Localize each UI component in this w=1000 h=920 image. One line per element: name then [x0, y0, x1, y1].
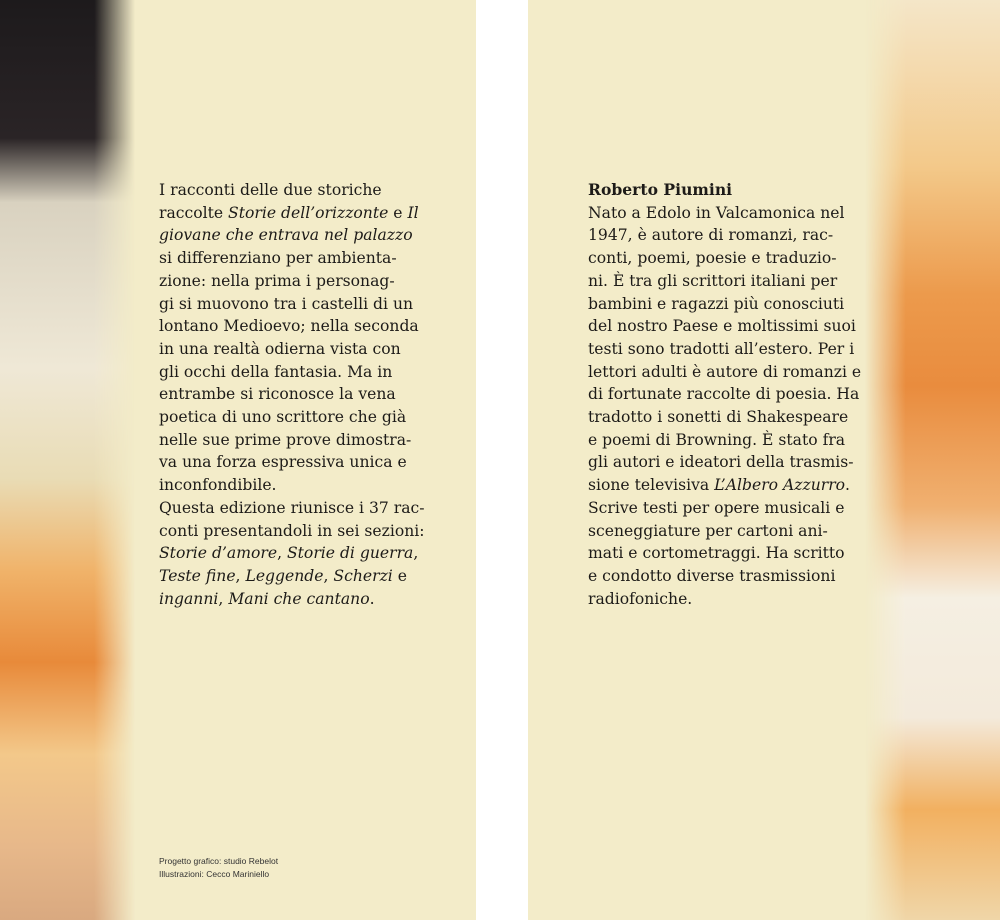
text-line — [588, 338, 861, 361]
text-segment: , — [323, 566, 334, 585]
text-segment: , — [413, 544, 419, 563]
credits — [159, 855, 278, 881]
text-segment: Scrive testi per opere musicali e — [588, 498, 845, 517]
text-segment: bambini e ragazzi più conosciuti — [588, 294, 845, 313]
text-line — [159, 429, 425, 452]
author-name: Roberto Piumini — [588, 180, 733, 199]
text-segment: poetica di uno scrittore che già — [159, 408, 407, 427]
text-line — [588, 474, 861, 497]
text-segment: mati e cortometraggi. Ha scritto — [588, 544, 845, 563]
text-segment: ni. È tra gli scrittori italiani per — [588, 271, 838, 290]
text-line — [588, 451, 861, 474]
text-segment: radiofoniche. — [588, 589, 693, 608]
synopsis-text — [159, 179, 425, 610]
text-line — [588, 202, 861, 225]
text-segment: 1947, è autore di romanzi, rac- — [588, 226, 834, 245]
flame-illustration-right — [865, 0, 1000, 920]
text-line — [159, 406, 425, 429]
text-segment: conti presentandoli in sei sezioni: — [159, 521, 425, 540]
italic-title: giovane che entrava nel palazzo — [159, 226, 413, 245]
text-line — [588, 270, 861, 293]
text-segment: in una realtà odierna vista con — [159, 339, 401, 358]
text-line — [159, 247, 425, 270]
text-segment: . — [369, 589, 375, 608]
text-line — [159, 451, 425, 474]
text-segment: e — [392, 566, 407, 585]
text-line — [159, 315, 425, 338]
text-segment: e — [388, 203, 408, 222]
text-line — [588, 588, 861, 611]
text-line — [159, 588, 425, 611]
text-line — [159, 497, 425, 520]
italic-title: Storie dell’orizzonte — [228, 203, 389, 222]
right-flap — [528, 0, 1000, 920]
text-segment: e condotto diverse trasmissioni — [588, 566, 836, 585]
text-line — [588, 293, 861, 316]
text-segment: lontano Medioevo; nella seconda — [159, 317, 419, 336]
text-segment: tradotto i sonetti di Shakespeare — [588, 408, 849, 427]
text-segment: di fortunate raccolte di poesia. Ha — [588, 385, 860, 404]
text-segment: nelle sue prime prove dimostra- — [159, 430, 412, 449]
text-line — [159, 383, 425, 406]
text-line — [159, 179, 425, 202]
text-line — [588, 429, 861, 452]
italic-title: Teste fine — [159, 566, 236, 585]
text-line — [159, 202, 425, 225]
italic-title: Storie d’amore — [159, 544, 278, 563]
text-line — [588, 315, 861, 338]
text-line — [159, 338, 425, 361]
italic-title: Mani che cantano — [228, 589, 370, 608]
text-segment: Questa edizione riunisce i 37 rac- — [159, 498, 425, 517]
italic-title: inganni — [159, 589, 219, 608]
flame-illustration-left — [0, 0, 135, 920]
text-segment: I racconti delle due storiche — [159, 181, 382, 199]
text-segment: sceneggiature per cartoni ani- — [588, 521, 828, 540]
text-line — [159, 361, 425, 384]
text-segment: conti, poemi, poesie e traduzio- — [588, 249, 837, 268]
text-segment: entrambe si riconosce la vena — [159, 385, 396, 404]
italic-title: L’Albero Azzurro — [714, 476, 846, 495]
text-line — [588, 383, 861, 406]
text-line — [159, 565, 425, 588]
italic-title: Storie di guerra — [286, 544, 414, 563]
text-segment: gli autori e ideatori della trasmis- — [588, 453, 854, 472]
text-segment: si differenziano per ambienta- — [159, 249, 397, 268]
text-segment: raccolte — [159, 203, 229, 222]
author-bio — [588, 179, 861, 610]
text-line — [588, 542, 861, 565]
text-segment: . — [845, 476, 851, 495]
design-credit: Progetto grafico: studio Rebelot — [159, 856, 279, 866]
text-segment: e poemi di Browning. È stato fra — [588, 430, 846, 449]
text-segment: inconfondibile. — [159, 476, 277, 495]
illustration-credit: Illustrazioni: Cecco Mariniello — [159, 869, 270, 879]
text-line — [588, 520, 861, 543]
text-line — [588, 565, 861, 588]
italic-title: Leggende — [245, 566, 324, 585]
text-line — [588, 224, 861, 247]
text-line — [159, 474, 425, 497]
text-line — [159, 542, 425, 565]
text-segment: gi si muovono tra i castelli di un — [159, 294, 414, 313]
left-flap — [0, 0, 476, 920]
text-line — [159, 293, 425, 316]
text-segment: del nostro Paese e moltissimi suoi — [588, 317, 856, 336]
text-segment: zione: nella prima i personag- — [159, 271, 395, 290]
text-segment: , — [218, 589, 229, 608]
text-line — [588, 497, 861, 520]
text-line — [159, 224, 425, 247]
text-segment: va una forza espressiva unica e — [159, 453, 407, 472]
text-segment: testi sono tradotti all’estero. Per i — [588, 339, 855, 358]
italic-title: Scherzi — [333, 566, 393, 585]
text-line — [588, 247, 861, 270]
text-line — [159, 270, 425, 293]
text-segment: , — [277, 544, 287, 563]
text-segment: lettori adulti è autore di romanzi e — [588, 362, 862, 381]
text-segment: sione televisiva — [588, 476, 715, 495]
text-segment: gli occhi della fantasia. Ma in — [159, 362, 393, 381]
text-line — [588, 361, 861, 384]
text-line — [588, 406, 861, 429]
bio-text — [588, 202, 861, 611]
text-line — [159, 520, 425, 543]
text-segment: , — [235, 566, 246, 585]
italic-title: Il — [407, 203, 419, 222]
text-segment: Nato a Edolo in Valcamonica nel — [588, 203, 845, 222]
